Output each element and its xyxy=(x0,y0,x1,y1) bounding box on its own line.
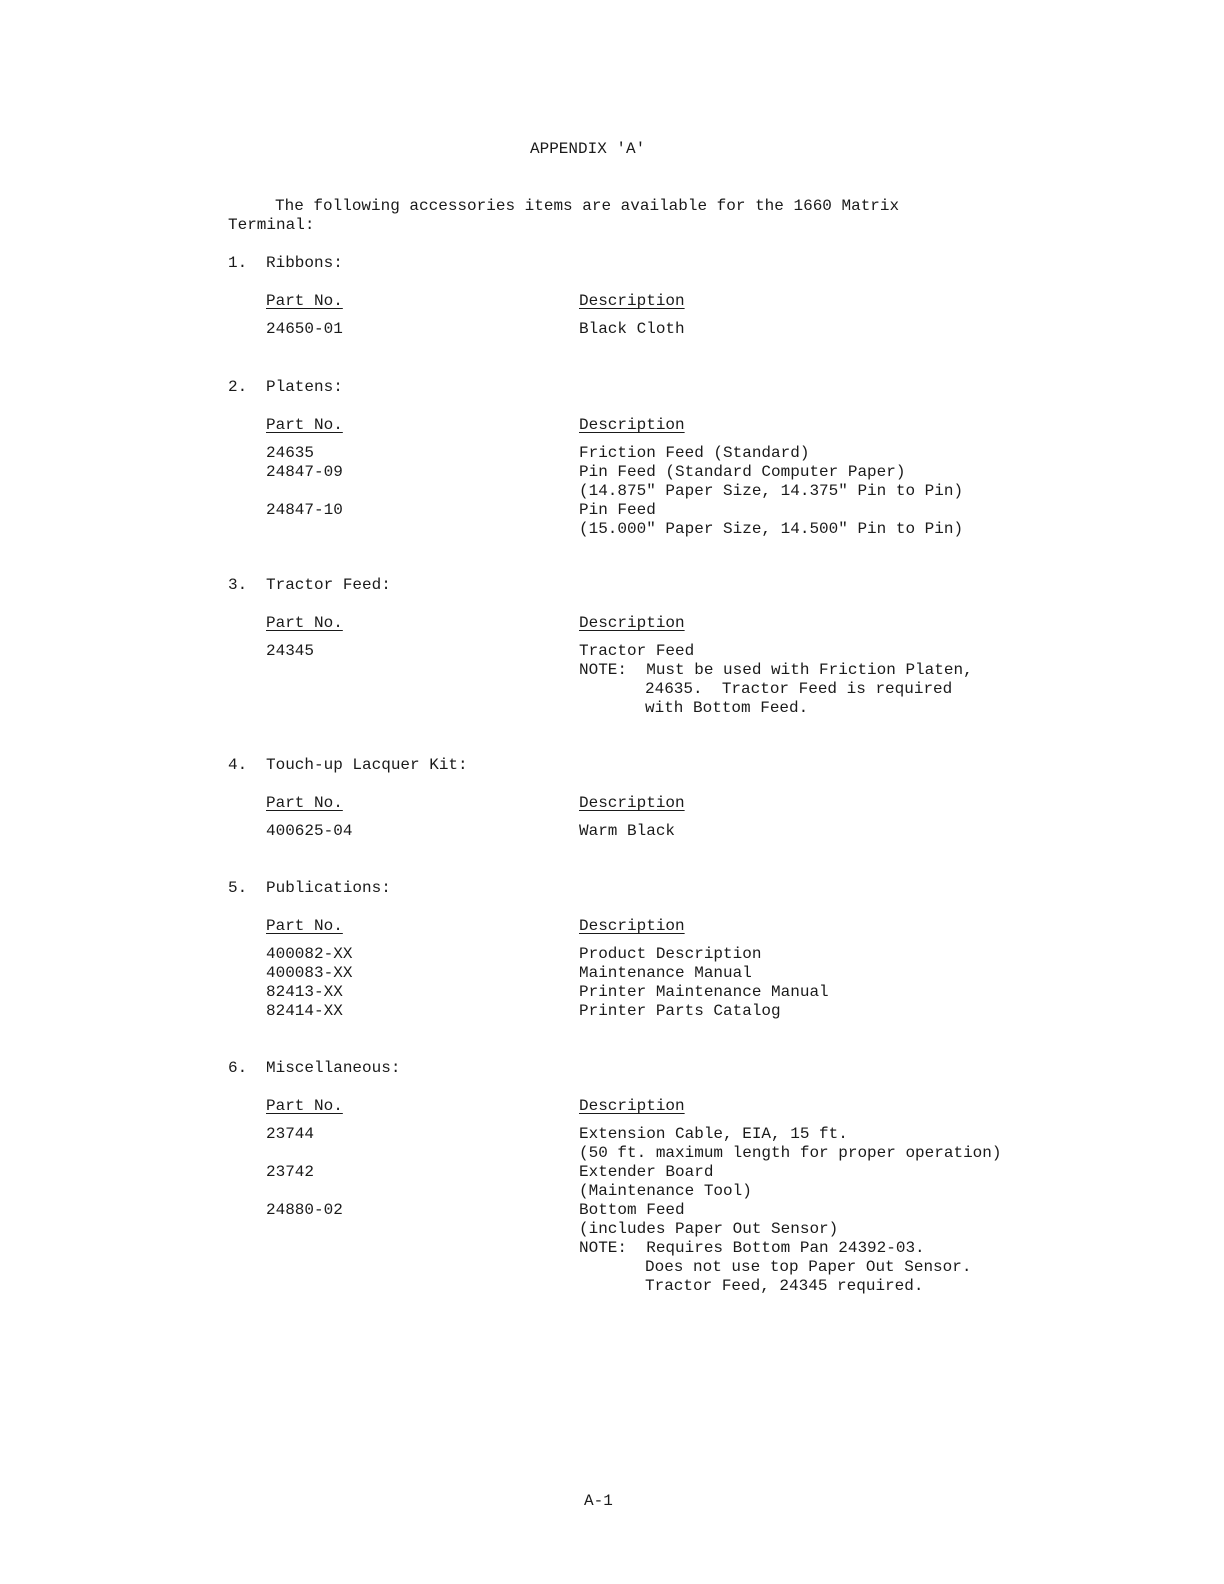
section-title: Platens: xyxy=(266,378,343,396)
section-number: 1. xyxy=(228,254,248,272)
section-lacquer-kit xyxy=(228,756,1028,840)
description-header: Description xyxy=(579,917,685,935)
part-number: 400625-04 xyxy=(266,822,353,840)
section-title: Publications: xyxy=(266,879,391,897)
section-title: Tractor Feed: xyxy=(266,576,391,594)
part-number xyxy=(266,482,343,501)
part-number: 24345 xyxy=(266,642,315,660)
note-line: Does not use top Paper Out Sensor. xyxy=(645,1258,972,1276)
part-no-header: Part No. xyxy=(266,917,343,935)
description-line: Pin Feed (Standard Computer Paper) xyxy=(579,463,906,481)
description-column xyxy=(579,917,829,1021)
page-number: A-1 xyxy=(584,1492,613,1510)
description-header: Description xyxy=(579,292,685,310)
section-title: Miscellaneous: xyxy=(266,1059,401,1077)
description-line: (Maintenance Tool) xyxy=(579,1182,752,1200)
section-number: 6. xyxy=(228,1059,248,1077)
description-line: Tractor Feed xyxy=(579,642,695,660)
page-title: APPENDIX 'A' xyxy=(530,140,646,158)
description-column xyxy=(579,416,963,539)
section-number: 5. xyxy=(228,879,248,897)
part-column xyxy=(266,614,343,661)
section-number: 3. xyxy=(228,576,248,594)
description-header: Description xyxy=(579,794,685,812)
part-number: 24635 xyxy=(266,444,315,462)
section-number: 4. xyxy=(228,756,248,774)
description-header: Description xyxy=(579,1097,685,1115)
part-number: 23744 xyxy=(266,1125,315,1143)
part-column xyxy=(266,917,352,1021)
part-no-header: Part No. xyxy=(266,292,343,310)
section-number: 2. xyxy=(228,378,248,396)
section-platens xyxy=(228,378,1028,538)
part-number: 82414-XX xyxy=(266,1002,343,1020)
part-number: 400083-XX xyxy=(266,964,353,982)
intro-line-1: The following accessories items are available for the 1660 Matrix xyxy=(275,197,900,215)
description-line: Bottom Feed xyxy=(579,1201,685,1219)
part-number xyxy=(266,1144,343,1163)
note-line: Tractor Feed, 24345 required. xyxy=(645,1277,924,1295)
part-no-header: Part No. xyxy=(266,794,343,812)
description-line: (15.000" Paper Size, 14.500" Pin to Pin) xyxy=(579,520,964,538)
part-number xyxy=(266,1182,343,1201)
section-ribbons xyxy=(228,254,1028,338)
part-column xyxy=(266,794,352,841)
intro-paragraph xyxy=(228,197,928,235)
description-line: Extender Board xyxy=(579,1163,714,1181)
section-title: Touch-up Lacquer Kit: xyxy=(266,756,468,774)
description-line: Extension Cable, EIA, 15 ft. xyxy=(579,1125,848,1143)
description-line: Warm Black xyxy=(579,822,676,840)
part-number: 82413-XX xyxy=(266,983,343,1001)
note-line: 24635. Tractor Feed is required xyxy=(645,680,953,698)
part-number: 23742 xyxy=(266,1163,315,1181)
description-header: Description xyxy=(579,614,685,632)
section-tractor-feed xyxy=(228,576,1028,717)
part-column xyxy=(266,292,343,339)
part-no-header: Part No. xyxy=(266,1097,343,1115)
section-miscellaneous xyxy=(228,1059,1028,1295)
description-line: (50 ft. maximum length for proper operation) xyxy=(579,1144,1002,1162)
part-column xyxy=(266,1097,343,1220)
description-line: Printer Maintenance Manual xyxy=(579,983,829,1001)
part-number: 24847-09 xyxy=(266,463,343,481)
description-line: (includes Paper Out Sensor) xyxy=(579,1220,839,1238)
description-line: Pin Feed xyxy=(579,501,656,519)
part-number: 24880-02 xyxy=(266,1201,343,1219)
description-line: Maintenance Manual xyxy=(579,964,752,982)
part-number xyxy=(266,520,343,539)
description-line: Black Cloth xyxy=(579,320,685,338)
description-header: Description xyxy=(579,416,685,434)
part-number: 24847-10 xyxy=(266,501,343,519)
note-line: with Bottom Feed. xyxy=(645,699,809,717)
description-column xyxy=(579,614,973,718)
description-column xyxy=(579,794,685,841)
section-title: Ribbons: xyxy=(266,254,343,272)
description-line: Product Description xyxy=(579,945,762,963)
note-line: NOTE: Requires Bottom Pan 24392-03. xyxy=(579,1239,925,1257)
note-line: NOTE: Must be used with Friction Platen, xyxy=(579,661,973,679)
description-column xyxy=(579,1097,1001,1296)
description-line: (14.875" Paper Size, 14.375" Pin to Pin) xyxy=(579,482,964,500)
part-no-header: Part No. xyxy=(266,614,343,632)
part-no-header: Part No. xyxy=(266,416,343,434)
description-column xyxy=(579,292,685,339)
description-line: Friction Feed (Standard) xyxy=(579,444,810,462)
intro-line-2: Terminal: xyxy=(228,216,315,234)
part-number: 24650-01 xyxy=(266,320,343,338)
part-column xyxy=(266,416,343,539)
section-publications xyxy=(228,879,1028,1020)
part-number: 400082-XX xyxy=(266,945,353,963)
description-line: Printer Parts Catalog xyxy=(579,1002,781,1020)
